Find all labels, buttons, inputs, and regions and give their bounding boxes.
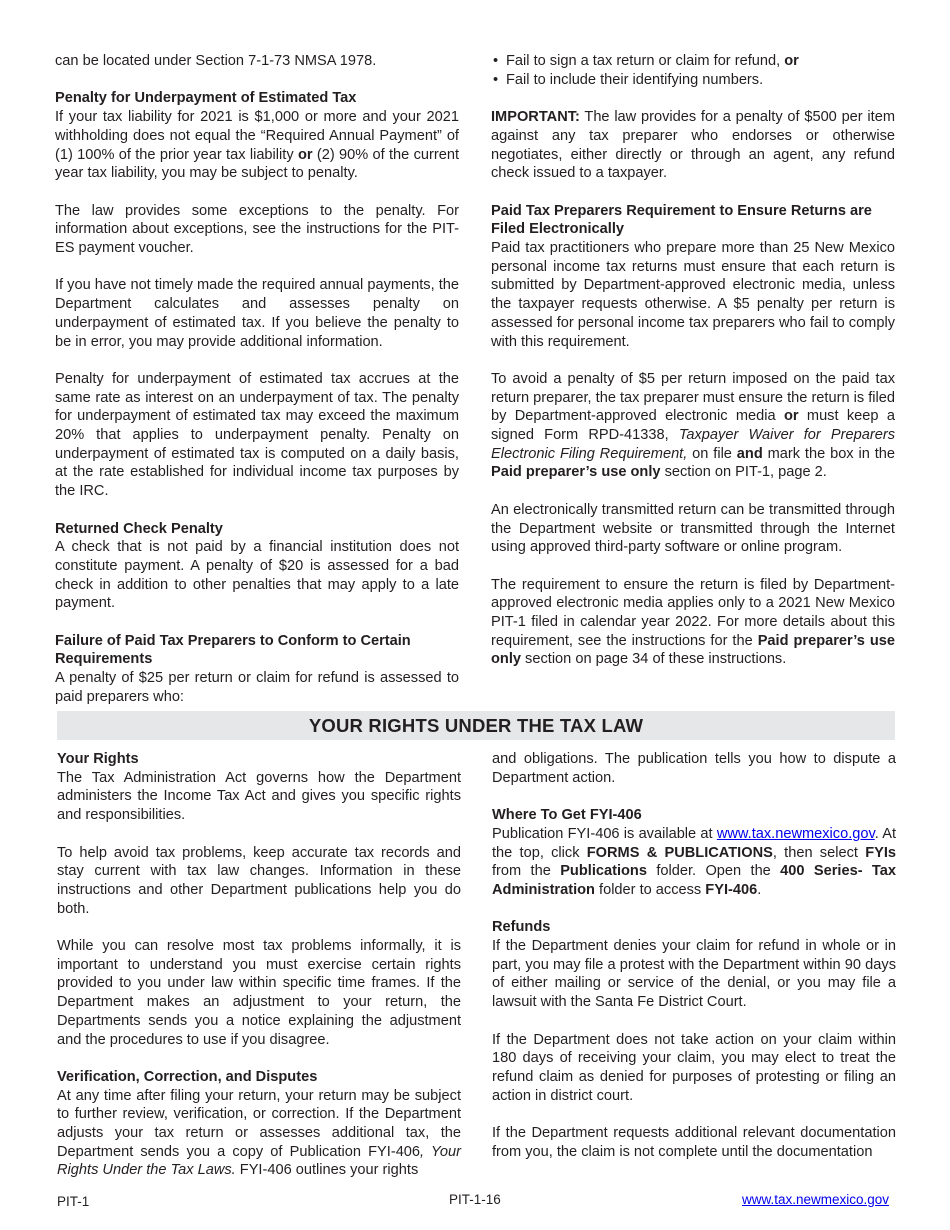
paragraph: To avoid a penalty of $5 per return imposed on the paid tax return preparer, the tax preparer must ensure the return is filed by Department-approved electronic media or must keep a signed Form RPD-41338, Taxpayer Waiver for Preparers Electronic Filing Requirement, on file and mark the box in the Paid preparer’s use only section on PIT-1, page 2. (491, 370, 895, 481)
paragraph: A penalty of $25 per return or claim for refund is assessed to paid preparers who: (55, 670, 459, 705)
paragraph: If you have not timely made the required annual payments, the Department calculates and assesses penalty on underpayment of estimated tax. If you believe the penalty to be in error, you may provide additional information. (55, 277, 460, 350)
heading-returned-check-penalty: Returned Check Penalty (55, 520, 223, 537)
right-top-column (491, 52, 895, 688)
heading-paid-preparers-failure: Failure of Paid Tax Preparers to Conform to Certain Requirements (55, 632, 411, 668)
section-banner: YOUR RIGHTS UNDER THE TAX LAW (57, 711, 895, 740)
paragraph: can be located under Section 7-1-73 NMSA 1978. (55, 53, 377, 69)
heading-where-to-get-fyi406: Where To Get FYI-406 (492, 807, 642, 824)
paragraph: Penalty for underpayment of estimated tax accrues at the same rate as interest on an underpayment of tax. The penalty for underpayment of estimated tax may exceed the maximum 20% that applies to underpayment penalty. Penalty on underpayment of estimated tax is computed on a daily basis, at the rate established for individual income tax purposes by the IRC. (55, 370, 459, 500)
paragraph: Publication FYI-406 is available at www.tax.newmexico.gov. At the top, click FORMS & PUBLICATIONS, then select FYIs from the Publications folder. Open the 400 Series- Tax Administration folder to access FYI-406. (492, 825, 897, 898)
paragraph: If the Department does not take action on your claim within 180 days of receiving your claim, you may elect to treat the refund claim as denied for purposes of protesting or filing an action in district court. (492, 1031, 896, 1104)
paragraph: and obligations. The publication tells you how to dispute a Department action. (492, 751, 896, 786)
paragraph: While you can resolve most tax problems informally, it is important to understand you must exercise certain rights provided to you under law within specific time frames. If the Department makes an adjustment to your return, the Departments sends you a notice explaining the adjustment and the procedures to use if you disagree. (57, 938, 461, 1048)
bullet-list (491, 52, 895, 89)
footer-form-name: PIT-1 (57, 1194, 90, 1209)
left-top-column (55, 52, 459, 725)
website-link[interactable]: www.tax.newmexico.gov (716, 825, 875, 842)
paragraph: The Tax Administration Act governs how the Department administers the Income Tax Act and gives you specific rights and responsibilities. (57, 769, 461, 824)
heading-your-rights: Your Rights (57, 751, 139, 767)
paragraph: If the Department denies your claim for refund in whole or in part, you may file a protest with the Department within 90 days of either mailing or service of the denial, or you may file a lawsuit with the Santa Fe District Court. (492, 938, 896, 1011)
heading-underpayment-penalty: Penalty for Underpayment of Estimated Tax (55, 90, 357, 107)
paragraph: A check that is not paid by a financial institution does not constitute payment. A penalty of $20 is assessed for a bad check in addition to other penalties that may apply to a late payment. (55, 539, 459, 612)
left-bottom-column (57, 750, 461, 1199)
paragraph: IMPORTANT: The law provides for a penalty of $500 per item against any tax preparer who endorses or otherwise negotiates, either directly or through an agent, any refund check issued to a taxpayer. (491, 109, 895, 182)
heading-verification-disputes: Verification, Correction, and Disputes (57, 1068, 318, 1085)
list-item: • Fail to include their identifying numbers. (491, 71, 895, 90)
paragraph: To help avoid tax problems, keep accurate tax records and stay current with tax law changes. Information in these instructions and other Department publications help you do both. (57, 844, 461, 917)
heading-electronic-filing-requirement: Paid Tax Preparers Requirement to Ensure Returns are Filed Electronically (491, 202, 872, 238)
paragraph: The requirement to ensure the return is filed by Department-approved electronic media applies only to a 2021 New Mexico PIT-1 filed in calendar year 2022. For more details about this requirement, see the instructions for the Paid preparer’s use only section on page 34 of these instructions. (491, 576, 895, 668)
footer-website-link[interactable]: www.tax.newmexico.gov (742, 1192, 890, 1207)
right-bottom-column (492, 750, 896, 1180)
footer-page-number: PIT-1-16 (449, 1192, 501, 1207)
paragraph: Paid tax practitioners who prepare more than 25 New Mexico personal income tax returns must ensure that each return is submitted by Department-approved electronic media, unless the taxpayer requests otherwise. A $5 penalty per return is assessed for personal income tax preparers who fail to comply with this requirement. (491, 240, 895, 350)
heading-refunds: Refunds (492, 919, 551, 936)
paragraph: The law provides some exceptions to the penalty. For information about exceptions, see the instructions for the PIT-ES payment voucher. (55, 202, 459, 256)
paragraph: At any time after filing your return, your return may be subject to further review, verification, or correction. If the Department adjusts your tax return or assesses additional tax, the Department sends you a copy of Publication FYI-406, Your Rights Under the Tax Laws. FYI-406 outlines your rights (57, 1087, 461, 1179)
paragraph: If the Department requests additional relevant documentation from you, the claim is not complete until the documentation (492, 1125, 896, 1160)
paragraph: If your tax liability for 2021 is $1,000 or more and your 2021 withholding does not equal the “Required Annual Payment” of (1) 100% of the prior year tax liability or (2) 90% of the current year tax liability, you may be subject to penalty. (55, 109, 459, 182)
paragraph: An electronically transmitted return can be transmitted through the Department website or transmitted through the Internet using approved third-party software or online program. (491, 501, 895, 556)
list-item: • Fail to sign a tax return or claim for refund, or (491, 52, 895, 71)
